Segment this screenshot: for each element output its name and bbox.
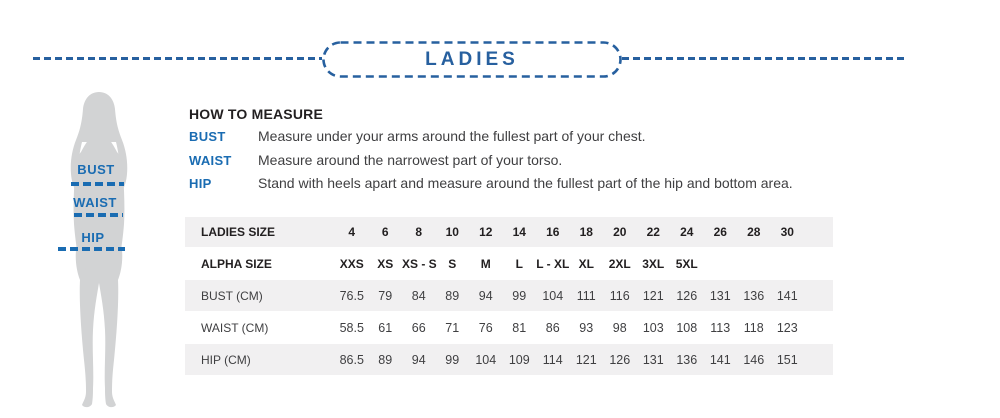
size-table-filler-cell [804,217,833,247]
size-table-row-label: HIP (CM) [201,352,251,367]
size-table-cell: 123 [776,320,798,335]
size-table-cell: 109 [508,352,530,367]
size-table-cell: 99 [512,288,527,303]
size-table-cell: 141 [776,288,798,303]
measure-instruction-row [189,175,909,191]
size-table-cell: 66 [411,320,426,335]
measure-instruction-label: BUST [189,129,226,144]
size-table-cell: 18 [579,225,593,239]
size-table-cell: 89 [445,288,460,303]
size-table-cell: 108 [676,320,698,335]
size-table-cell: 86.5 [339,352,364,367]
size-table-cell: 61 [378,320,393,335]
figure-measure-dashline-bust [71,182,124,186]
size-table-cell: 126 [609,352,631,367]
size-table-cell: 76 [478,320,493,335]
female-silhouette-graphic [60,90,138,412]
size-table-cell: 121 [575,352,597,367]
figure-measure-label-bust: BUST [77,162,115,177]
size-table-cell: 113 [710,320,731,335]
size-table-row [185,311,833,344]
size-table-cell: 104 [542,288,564,303]
size-table-cell: M [480,256,491,271]
figure-measure-dashline-hip [58,247,125,251]
header-dashed-line-left [33,57,322,60]
size-table-cell: 136 [743,288,765,303]
size-table-row [185,247,833,280]
size-table-cell: 126 [676,288,698,303]
size-table-cell: 121 [642,288,664,303]
size-table-cell: 116 [609,288,630,303]
size-table-row-label: BUST (CM) [201,288,263,303]
size-table-cell: 89 [378,352,393,367]
size-table-cell: 2XL [608,256,631,271]
size-table-row-label: LADIES SIZE [201,225,276,239]
figure-measure-label-hip: HIP [81,230,105,245]
size-table-cell: 4 [348,225,356,239]
measure-instruction-text: Stand with heels apart and measure around the fullest part of the hip and bottom area. [258,175,793,191]
size-table-cell: L [515,256,523,271]
size-table-cell: 146 [743,352,765,367]
size-table-cell: 10 [445,225,459,239]
size-table-row-label: ALPHA SIZE [201,256,272,271]
size-table-cell: 58.5 [339,320,364,335]
size-table-cell: 114 [542,352,563,367]
size-table-cell: 76.5 [339,288,364,303]
size-table-cell: 131 [642,352,664,367]
how-to-measure-title: HOW TO MEASURE [189,106,323,122]
size-table-cell: XXS [339,256,364,271]
size-table-row [185,344,833,375]
size-table-cell: 103 [642,320,664,335]
size-table-row [185,280,833,311]
figure-measure-label-waist: WAIST [73,195,117,210]
size-table-cell: 24 [680,225,694,239]
measure-instruction-row [189,128,909,144]
size-table-cell: 94 [478,288,493,303]
size-table-cell: 93 [579,320,594,335]
size-table-cell: 136 [676,352,698,367]
measure-instruction-text: Measure under your arms around the fullest part of your chest. [258,128,646,144]
size-table-cell: 118 [743,320,764,335]
size-table-cell: 98 [612,320,627,335]
size-table-cell: XS [377,256,394,271]
size-table-cell: 22 [646,225,660,239]
size-table-cell: 99 [445,352,460,367]
size-table-cell: 104 [475,352,497,367]
size-table-filler-cell [804,311,833,344]
size-table-cell: 28 [747,225,761,239]
size-table-cell [737,247,771,280]
size-table [185,217,833,375]
size-table-cell: 6 [381,225,389,239]
size-table-cell: 84 [411,288,426,303]
figure-measure-dashline-waist [74,213,123,217]
size-table-cell: 3XL [642,256,665,271]
size-table-cell: 81 [512,320,527,335]
badge-label: LADIES [425,48,519,70]
size-table-filler-cell [804,247,833,280]
female-silhouette [60,90,138,412]
size-table-cell: S [448,256,457,271]
size-table-cell: 151 [776,352,798,367]
size-table-cell: 71 [445,320,460,335]
size-table-cell: 16 [546,225,560,239]
size-table-cell: 86 [545,320,560,335]
size-table-cell: 8 [415,225,423,239]
size-table-filler-cell [804,280,833,311]
size-table-cell: 94 [411,352,426,367]
size-table-cell [704,247,738,280]
size-table-cell: 20 [613,225,627,239]
size-table-cell: 14 [512,225,526,239]
ladies-badge [322,41,622,78]
size-table-cell: 131 [709,288,731,303]
size-table-row-label: WAIST (CM) [201,320,269,335]
measure-instruction-row [189,152,909,168]
size-table-cell: 30 [780,225,794,239]
size-table-cell: XL [578,256,594,271]
size-table-cell [771,247,805,280]
size-table-cell: 141 [709,352,731,367]
size-table-row [185,217,833,247]
header-dashed-line-right [622,57,905,60]
size-table-cell: 5XL [675,256,698,271]
size-table-cell: 111 [576,288,596,303]
size-table-cell: 12 [479,225,493,239]
size-table-cell: L - XL [536,256,570,271]
how-to-measure-list [189,128,909,199]
size-table-cell: 79 [378,288,393,303]
measure-instruction-label: WAIST [189,152,232,168]
size-table-cell: XS - S [402,256,437,271]
size-table-filler-cell [804,344,833,375]
size-table-cell: 26 [713,225,727,239]
measure-instruction-text: Measure around the narrowest part of your torso. [258,151,563,168]
measure-instruction-label: HIP [189,176,212,191]
